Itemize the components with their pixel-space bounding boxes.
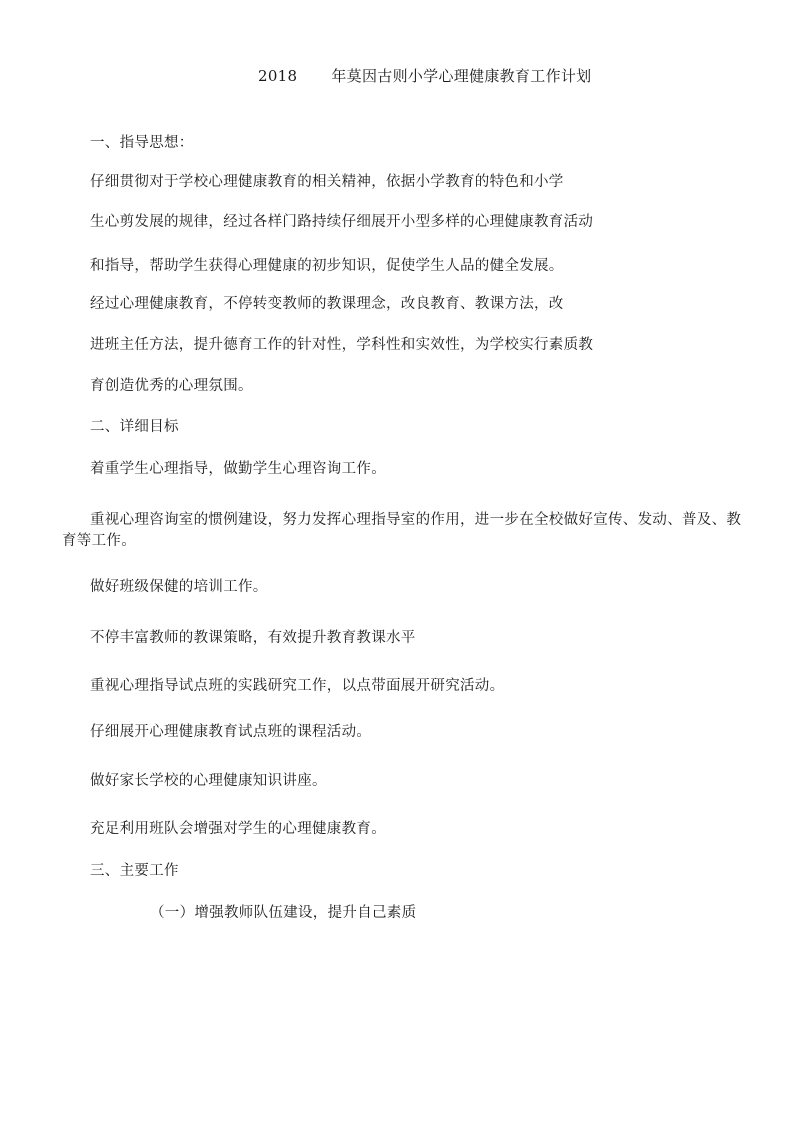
goal-item: 着重学生心理指导，做勤学生心理咨询工作。 <box>90 461 386 477</box>
section-heading-specific-goals: 二、详细目标 <box>90 419 179 435</box>
goal-item: 重视心理咨询室的惯例建设，努力发挥心理指导室的作用，进一步在全校做好宣传、发动、普及、教育等工作。 <box>62 512 742 549</box>
paragraph-line: 经过心理健康教育，不停转变教师的教课理念，改良教育、教课方法，改 <box>90 296 564 312</box>
goal-item: 重视心理指导试点班的实践研究工作，以点带面展开研究活动。 <box>90 678 505 694</box>
title-text: 年莫因古则小学心理健康教育工作计划 <box>331 67 592 85</box>
paragraph-line: 和指导，帮助学生获得心理健康的初步知识，促使学生人品的健全发展。 <box>90 258 564 274</box>
goal-item: 不停丰富教师的教课策略，有效提升教育教课水平 <box>90 630 416 646</box>
paragraph-line: 育创造优秀的心理氛围。 <box>90 378 253 394</box>
paragraph-line: 进班主任方法，提升德育工作的针对性，学科性和实效性，为学校实行素质教 <box>90 337 594 353</box>
paragraph-line: 生心剪发展的规律，经过各样门路持续仔细展开小型多样的心理健康教育活动 <box>90 214 594 230</box>
title-year: 2018 <box>258 67 298 85</box>
goal-item: 做好班级保健的培训工作。 <box>90 579 268 595</box>
goal-item: 做好家长学校的心理健康知识讲座。 <box>90 773 327 789</box>
paragraph-line: 仔细贯彻对于学校心理健康教育的相关精神，依据小学教育的特色和小学 <box>90 174 564 190</box>
subsection-heading: （一）增强教师队伍建设，提升自己素质 <box>150 905 417 921</box>
goal-item: 充足利用班队会增强对学生的心理健康教育。 <box>90 821 386 837</box>
goal-item: 仔细展开心理健康教育试点班的课程活动。 <box>90 724 372 740</box>
document-title <box>258 66 591 86</box>
section-heading-guiding-thought: 一、指导思想： <box>90 135 194 151</box>
section-heading-main-work: 三、主要工作 <box>90 863 179 879</box>
